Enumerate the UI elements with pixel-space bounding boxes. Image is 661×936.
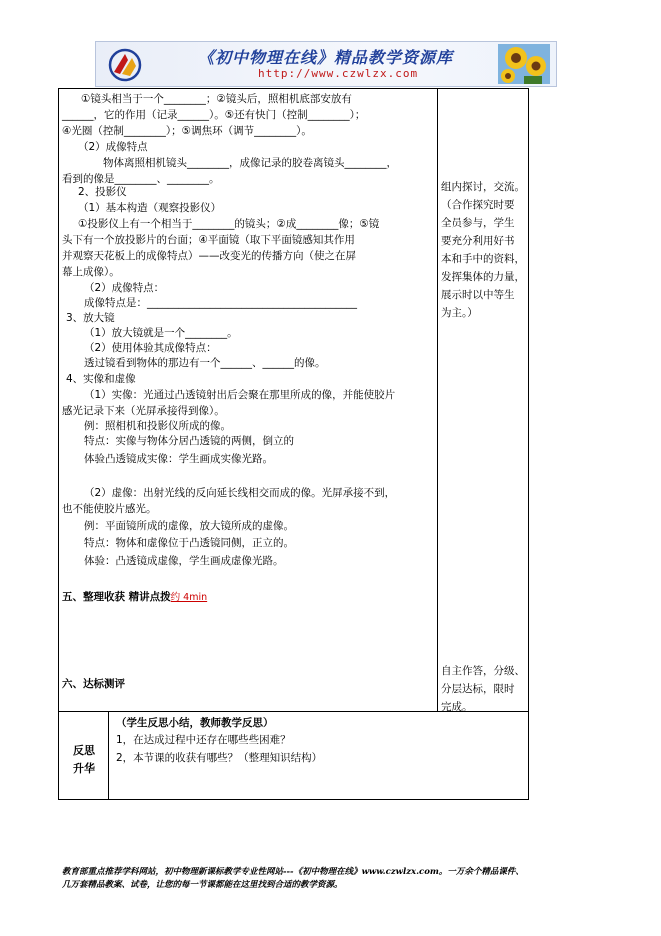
projector-structure-3: 并观察天花板上的成像特点）——改变光的传播方向（使之在屏 (62, 250, 356, 262)
side-note-line: 全员参与，学生 (441, 217, 515, 229)
camera-feature-2: 看到的像是________、________。 (62, 173, 220, 185)
camera-part-1: ①镜头相当于一个________；②镜头后，照相机底部安放有 (81, 93, 352, 105)
virtual-image-def-2: 也不能使胶片感光。 (62, 503, 157, 515)
site-logo-icon (106, 46, 144, 82)
side-note-line: 为主。） (441, 307, 478, 319)
sunflower-icon (498, 44, 550, 84)
real-image-def-2: 感光记录下来（光屏承接得到像）。 (62, 405, 225, 417)
virtual-image-experience: 体验：凸透镜成虚像，学生画成虚像光路。 (84, 555, 284, 567)
projector-feature-line: 成像特点是：________________________________________ (84, 297, 357, 309)
reflection-divider (108, 712, 109, 800)
magnifier-2: （2）使用体验其成像特点： (84, 342, 217, 354)
magnifier-heading: 3、放大镜 (66, 312, 115, 324)
virtual-image-def-1: （2）虚像：出射光线的反向延长线相交而成的像。光屏承接不到， (84, 487, 396, 499)
side-note-line: 组内探讨，交流。 (441, 181, 525, 193)
reflection-heading: （学生反思小结，教师教学反思） (116, 717, 274, 729)
reflection-label-1: 反思 (73, 744, 95, 757)
real-image-experience: 体验凸透镜成实像：学生画成实像光路。 (84, 453, 273, 465)
projector-feature-title: （2）成像特点： (84, 282, 165, 294)
banner-title: 《初中物理在线》精品教学资源库 (198, 48, 454, 67)
magnifier-3: 透过镜看到物体的那边有一个______、______的像。 (84, 357, 326, 369)
camera-feature-1: 物体离照相机镜头________，成像记录的胶卷离镜头________， (103, 157, 397, 169)
side-note-line: 本和手中的资料， (441, 253, 525, 265)
banner-url[interactable]: http://www.czwlzx.com (258, 67, 419, 80)
reflection-question-2: 2，本节课的收获有哪些？（整理知识结构） (116, 752, 323, 764)
side-note-line: 展示时以中等生 (441, 289, 515, 301)
side-note-line: 分层达标，限时 (441, 683, 515, 695)
section-6-heading: 六、达标测评 (62, 678, 125, 690)
real-image-example: 例：照相机和投影仪所成的像。 (84, 420, 231, 432)
projector-structure-1: ①投影仪上有一个相当于________的镜头；②成________像；⑤镜 (78, 218, 380, 230)
real-virtual-heading: 4、实像和虚像 (66, 373, 136, 385)
camera-part-3: ④光圈（控制________）；⑤调焦环（调节________）。 (62, 125, 312, 137)
side-note-line: 要充分利用好书 (441, 235, 515, 247)
projector-structure-2: 头下有一个放投影片的台面；④平面镜（取下平面镜感知其作用 (62, 234, 355, 246)
reflection-question-1: 1，在达成过程中还存在哪些些困难？ (116, 734, 291, 746)
side-note-line: 自主作答，分级、 (441, 665, 525, 677)
footer-line-2: 几万套精品教案、试卷，让您的每一节课都能在这里找到合适的教学资源。 (62, 880, 343, 890)
projector-structure-title: （1）基本构造（观察投影仪） (78, 202, 222, 214)
camera-part-2: ______，它的作用（记录______）。⑤还有快门（控制________）； (62, 109, 366, 121)
header-banner (95, 41, 557, 87)
side-note-line: 完成。 (441, 701, 473, 713)
projector-heading: 2、投影仪 (78, 186, 127, 198)
side-note-discussion (441, 178, 529, 322)
column-divider (437, 88, 438, 712)
section-5-heading (62, 590, 207, 605)
camera-feature-title: （2）成像特点 (78, 141, 148, 153)
time-note: 约 4min (170, 592, 208, 603)
virtual-image-feature: 特点：物体和虚像位于凸透镜同侧，正立的。 (84, 537, 294, 549)
projector-structure-4: 幕上成像）。 (62, 266, 120, 278)
side-note-line: 发挥集体的力量， (441, 271, 525, 283)
reflection-label-2: 升华 (73, 762, 95, 775)
footer-line-1: 教育部重点推荐学科网站，初中物理新课标教学专业性网站---《初中物理在线》www.czwlzx.com。一万余个精品课件、 (62, 867, 524, 877)
side-note-line: （合作探究时要 (441, 199, 515, 211)
virtual-image-example: 例：平面镜所成的虚像，放大镜所成的虚像。 (84, 520, 294, 532)
side-note-assessment (441, 662, 529, 716)
real-image-feature: 特点：实像与物体分居凸透镜的两侧，倒立的 (84, 435, 294, 447)
section-5-title: 五、整理收获 精讲点拨 (62, 591, 171, 603)
magnifier-1: （1）放大镜就是一个________。 (84, 327, 238, 339)
real-image-def-1: （1）实像：光通过凸透镜射出后会聚在那里所成的像，并能使胶片 (84, 389, 396, 401)
